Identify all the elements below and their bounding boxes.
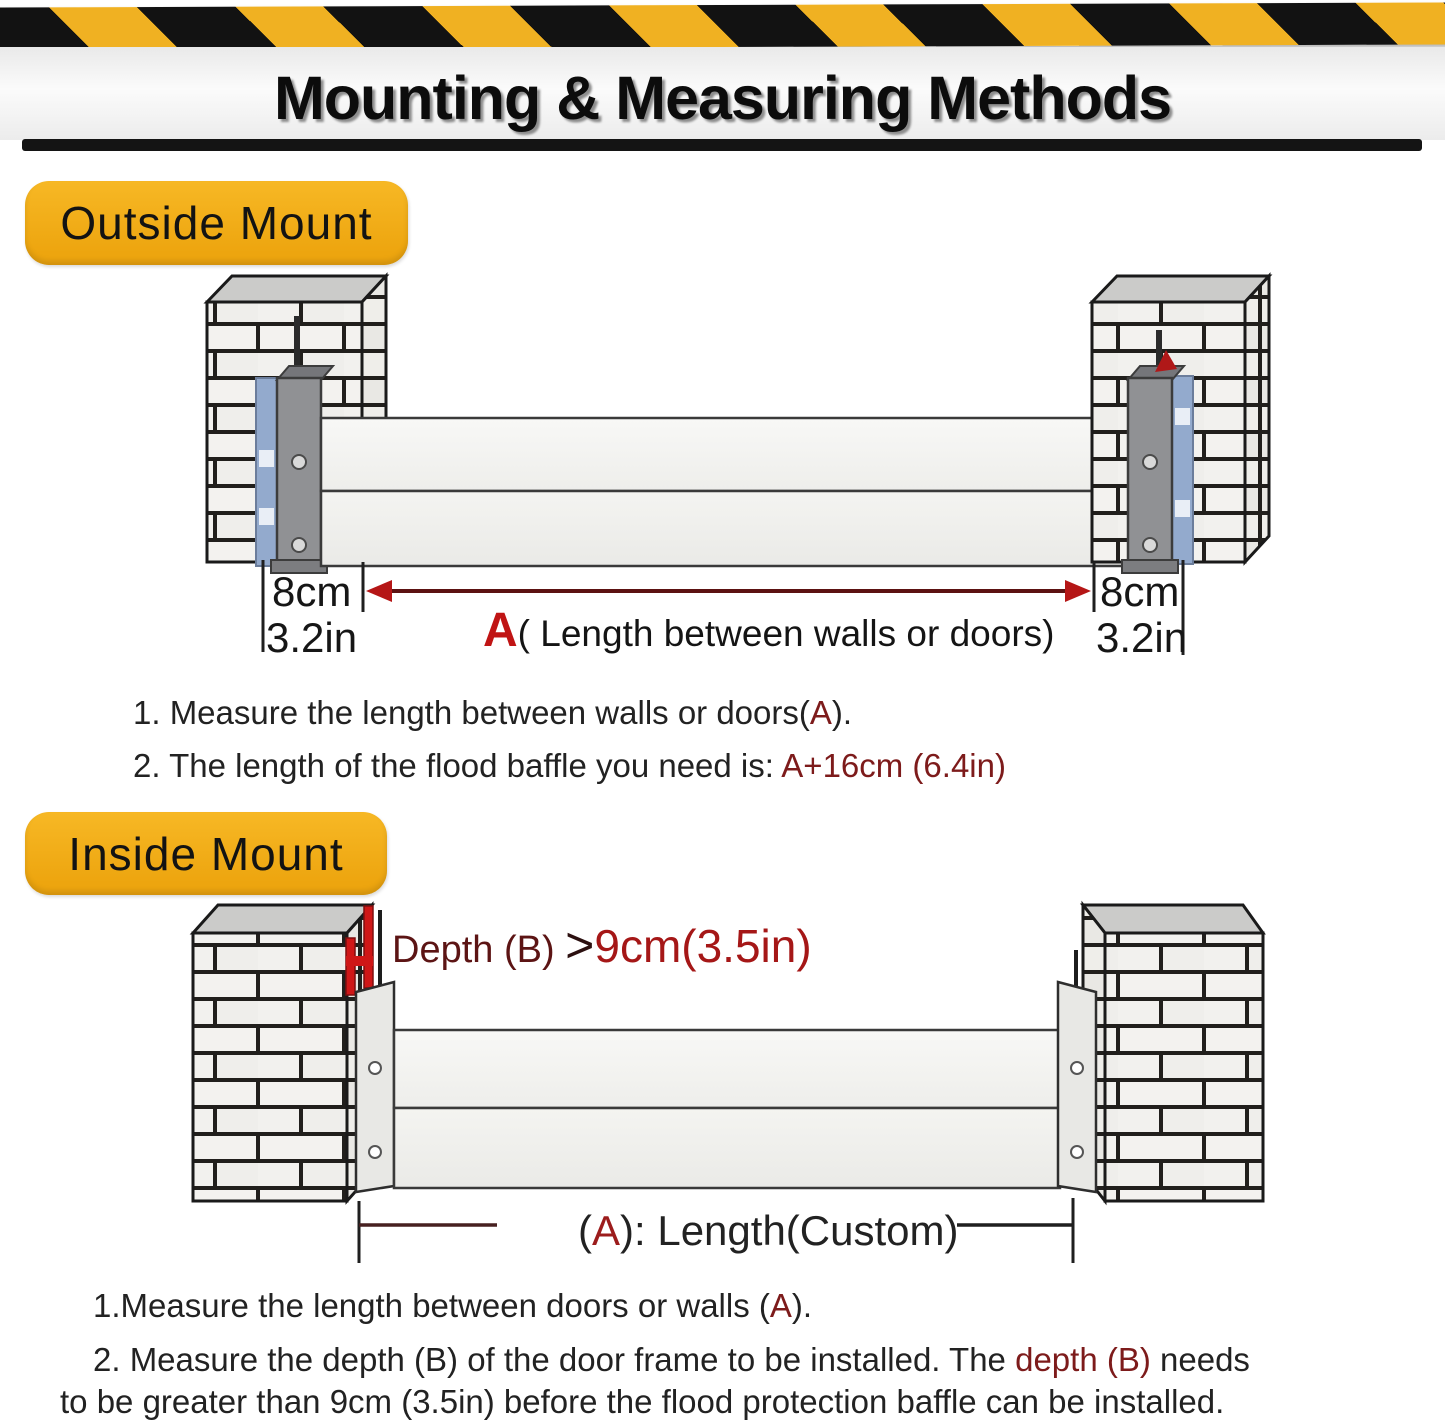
screw-hole [1143, 538, 1157, 552]
depth-label: Depth (B) >9cm(3.5in) [392, 917, 812, 973]
inside-right-pillar [1058, 905, 1263, 1201]
screw-hole [369, 1062, 381, 1074]
length-custom-label: (A): Length(Custom) [578, 1207, 959, 1254]
dim-left-in: 3.2in [266, 614, 358, 661]
inside-left-pillar [193, 905, 394, 1201]
inside-mount-badge: Inside Mount [25, 812, 387, 895]
inside-step-2-line2: to be greater than 9cm (3.5in) before the flood protection baffle can be installed. [60, 1383, 1225, 1420]
screw-hole [1071, 1146, 1083, 1158]
fixing-pin [378, 910, 382, 988]
mounting-channel [356, 982, 394, 1192]
seal-strip [1172, 376, 1193, 564]
screw-hole [1143, 455, 1157, 469]
outside-right-pillar [1092, 276, 1269, 573]
screw-hole [292, 538, 306, 552]
fixing-pin [1074, 950, 1078, 990]
hazard-stripe-banner [0, 2, 1445, 49]
length-a-label: A( Length between walls or doors) [483, 604, 1055, 657]
dim-right-cm: 8cm [1100, 568, 1180, 615]
screw-hole [1071, 1062, 1083, 1074]
screw-hole [292, 455, 306, 469]
seal-strip [256, 378, 277, 566]
flood-barrier-panels [394, 1030, 1060, 1188]
outside-mount-diagram [0, 255, 1445, 670]
inside-step-1: 1.Measure the length between doors or walls (A). [93, 1287, 813, 1324]
outside-mount-badge: Outside Mount [25, 181, 408, 265]
screw-hole [369, 1146, 381, 1158]
outside-step-1: 1. Measure the length between walls or doors(A). [133, 694, 853, 731]
mounting-channel [1058, 982, 1096, 1192]
outside-step-2: 2. The length of the flood baffle you need is: A+16cm (6.4in) [133, 747, 1006, 784]
dim-right-in: 3.2in [1096, 614, 1188, 661]
divider-bar [22, 139, 1422, 151]
page-title: Mounting & Measuring Methods [273, 64, 1172, 132]
arrow-head-right [1065, 580, 1091, 602]
flood-barrier-panels [321, 418, 1133, 566]
inside-step-2-line1: 2. Measure the depth (B) of the door frame to be installed. The depth (B) needs [93, 1341, 1250, 1378]
inside-mount-diagram [0, 898, 1445, 1273]
dim-left-cm: 8cm [272, 568, 352, 615]
arrow-head-left [366, 580, 392, 602]
